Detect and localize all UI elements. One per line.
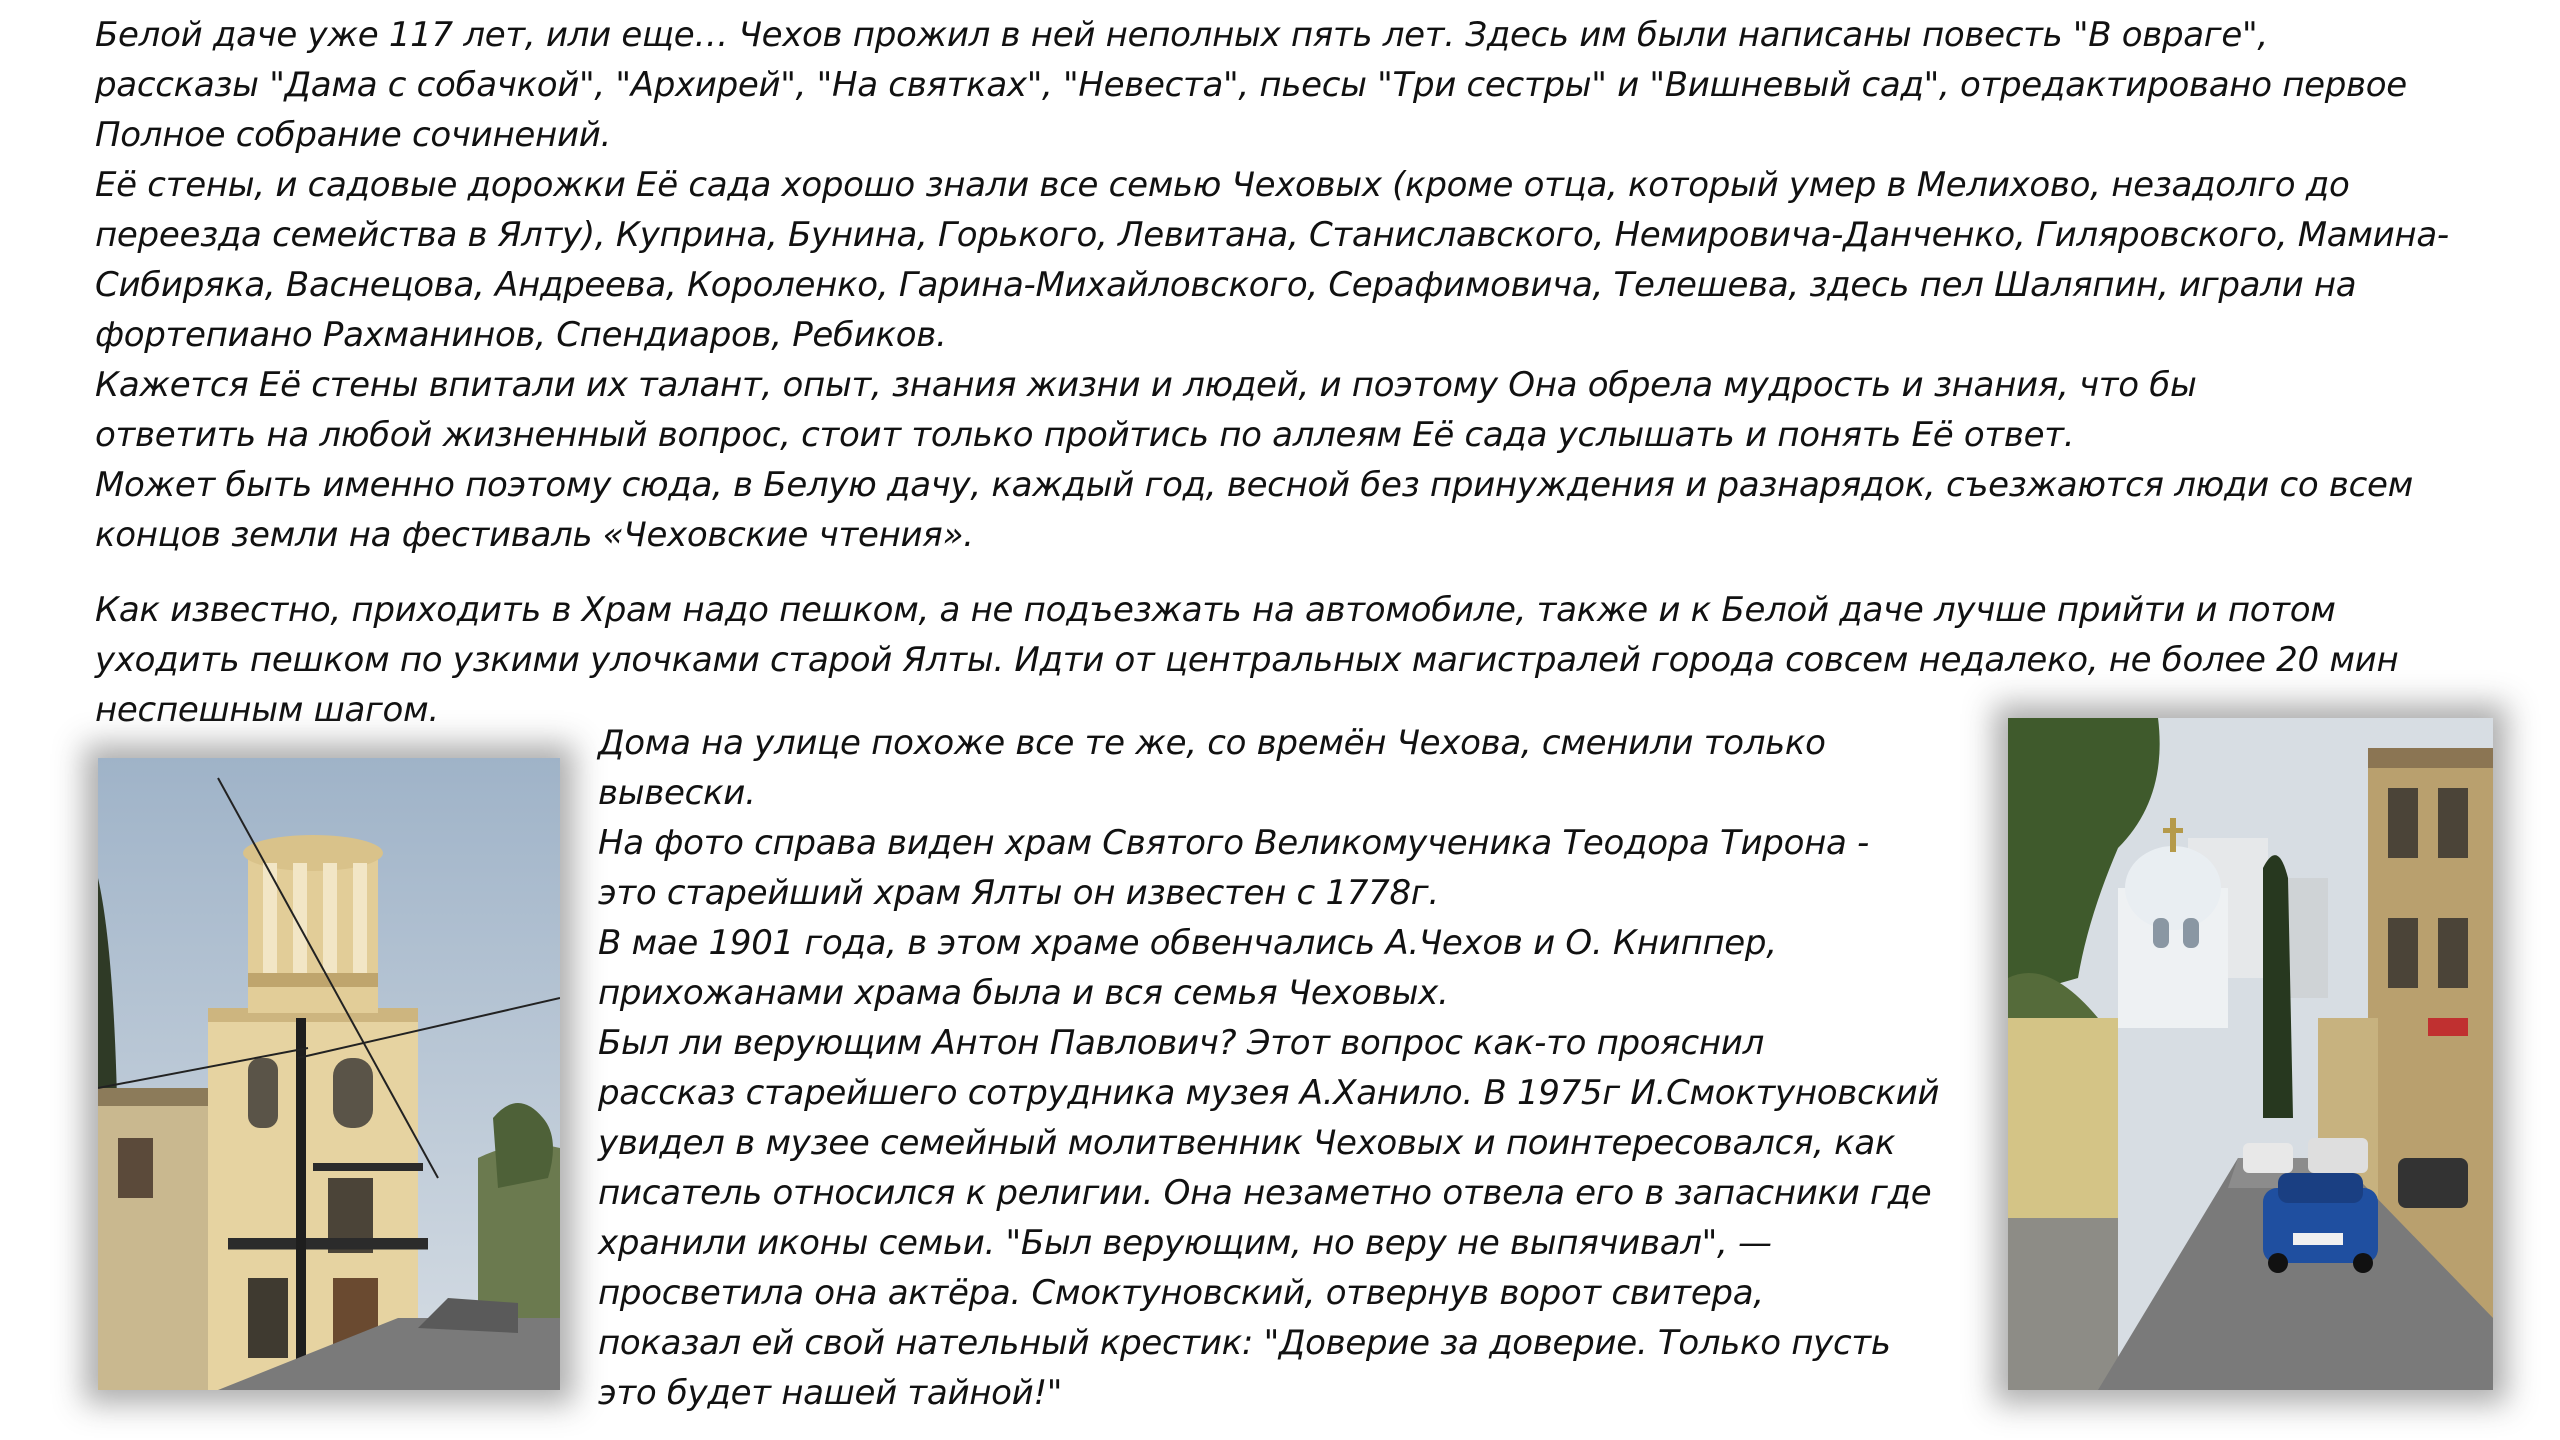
photo-yalta-round-tower-house	[98, 758, 560, 1390]
photo-yalta-street-church	[2008, 718, 2493, 1390]
intro-paragraphs: Белой даче уже 117 лет, или еще… Чехов прожил в ней неполных пять лет. Здесь им были написаны повесть "В овраге", рассказы "Дама с собачкой", "Архирей", "На святках", "Невеста", пьесы "Три сестры" и "Вишневый сад", отредактировано первое Полное собрание сочинений. Её стены, и садовые дорожки Её сада хорошо знали все семью Чеховых (кроме отца, который умер в Мелихово, незадолго до переезда семейства в Ялту), Куприна, Бунина, Горького, Левитана, Станиславского, Немировича-Данченко, Гиляровского, Мамина- Сибиряка, Васнецова, Андреева, Короленко, Гарина-Михайловского, Серафимовича, Телешева, здесь пел Шаляпин, играли на фортепиано Рахманинов, Спендиаров, Ребиков. Кажется Её стены впитали их талант, опыт, знания жизни и людей, и поэтому Она обрела мудрость и знания, что бы ответить на любой жизненный вопрос, стоит только пройтись по аллеям Её сада услышать и понять Её ответ. Может быть именно поэтому сюда, в Белую дачу, каждый год, весной без принуждения и разнарядок, съезжаются люди со всем концов земли на фестиваль «Чеховские чтения».	[95, 15, 2449, 555]
side-paragraphs: Дома на улице похоже все те же, со времён Чехова, сменили только вывески. На фото справа виден храм Святого Великомученика Теодора Тирона - это старейший храм Ялты он известен с 1778г. В мае 1901 года, в этом храме обвенчались А.Чехов и О. Книппер, прихожанами храма была и вся семья Чеховых. Был ли верующим Антон Павлович? Этот вопрос как-то прояснил рассказ старейшего сотрудника музея А.Ханило. В 1975г И.Смоктуновский увидел в музее семейный молитвенник Чеховых и поинтересовался, как писатель относился к религии. Она незаметно отвела его в запасники где хранили иконы семьи. "Был верующим, но веру не выпячивал", — просветила она актёра. Смоктуновский, отвернув ворот свитера, показал ей свой нательный крестик: "Доверие за доверие. Только пусть это будет нашей тайной!"	[598, 723, 1940, 1413]
walk-paragraph: Как известно, приходить в Храм надо пешком, а не подъезжать на автомобиле, также и к Белой даче лучше прийти и потом уходить пешком по узкими улочками старой Ялты. Идти от центральных магистралей города совсем недалеко, не более 20 мин неспешным шагом.	[95, 590, 2399, 730]
